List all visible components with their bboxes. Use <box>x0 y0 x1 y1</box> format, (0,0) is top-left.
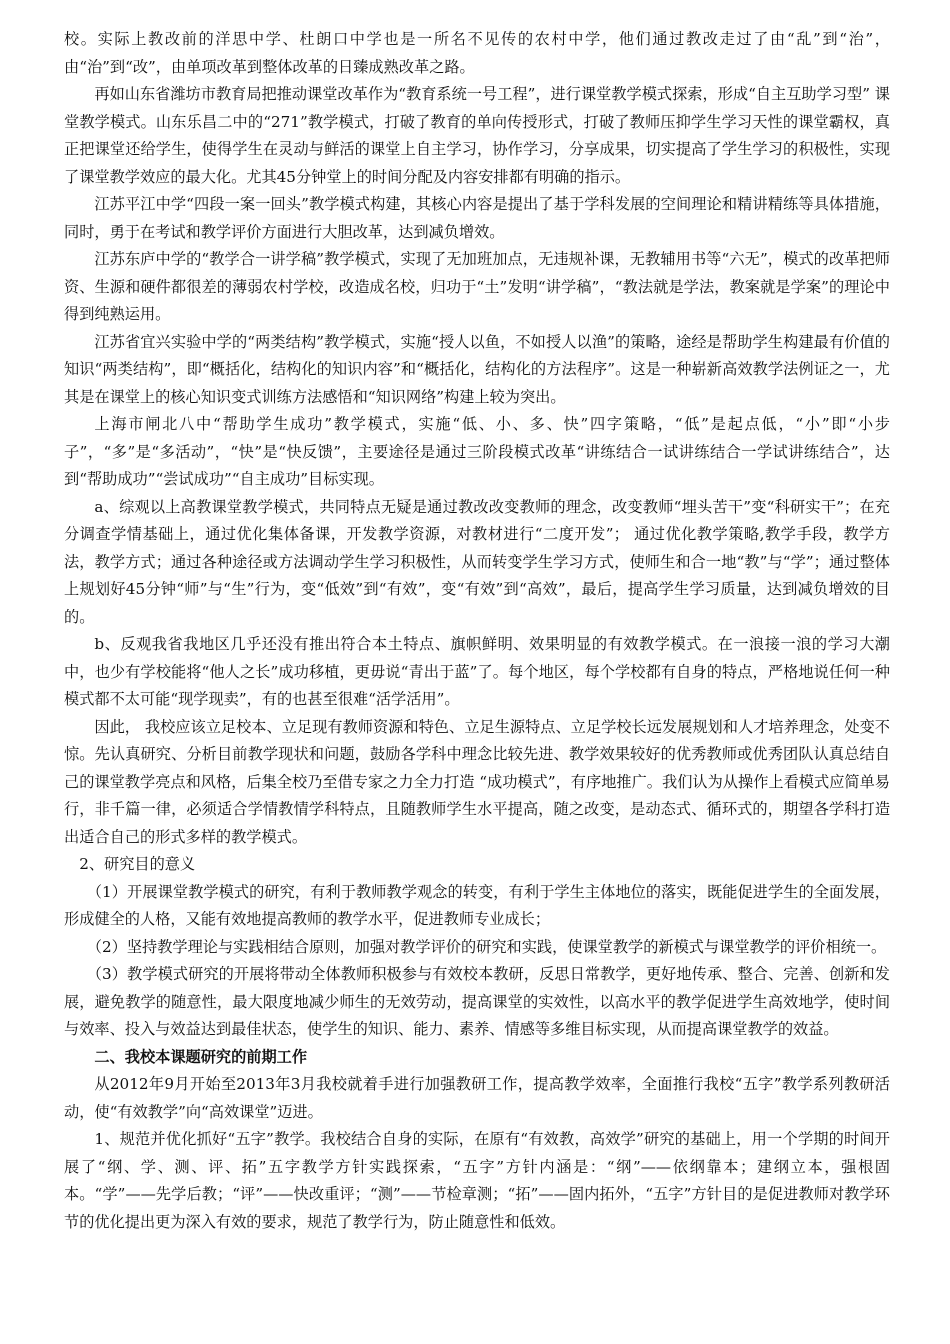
paragraph-shandong-model: 再如山东省潍坊市教育局把推动课堂改革作为“教育系统一号工程”，进行课堂教学模式探索，形成“自主互助学习型” 课堂教学模式。山东乐昌二中的“271”教学模式，打破了教育的单向传授形式，打破了教师压抑学生学习天性的课堂霸权，真正把课堂还给学生，使得学生在灵动与鲜活的课堂上自主学习，协作学习，分享成果，切实提高了学生学习的积极性，实现了课堂教学效应的最大化。尤其45分钟堂上的时间分配及内容安排都有明确的指示。 <box>64 85 890 186</box>
paragraph-preliminary-intro: 从2012年9月开始至2013年3月我校就着手进行加强教研工作，提高教学效率，全面推行我校“五字”教学系列教研活动，使“有效教学”向“高效课堂”迈进。 <box>64 1075 890 1121</box>
list-item-purpose-1: （1）开展课堂教学模式的研究，有利于教师教学观念的转变，有利于学生主体地位的落实，既能促进学生的全面发展，形成健全的人格，又能有效地提高教师的教学水平，促进教师专业成长； <box>64 882 890 928</box>
paragraph-conclusion: 因此， 我校应该立足校本、立足现有教师资源和特色、立足生源特点、立足学校长远发展规划和人才培养理念，处变不惊。先认真研究、分析目前教学现状和问题，鼓励各学科中理念比较先进、教学效果较好的优秀教师或优秀团队认真总结自己的课堂教学亮点和风格，后集全校乃至借专家之力全力打造 “成功模式”，有序地推广。我们认为从操作上看模式应简单易行，非千篇一律，必须适合学情教情学科特点，且随教师学生水平提高，随之改变，是动态式、循环式的，期望各学科打造出适合自己的形式多样的教学模式。 <box>64 717 890 846</box>
list-item-purpose-2: （2）坚持教学理论与实践相结合原则，加强对教学评价的研究和实践，使课堂教学的新模式与课堂教学的评价相统一。 <box>86 937 887 956</box>
paragraph-five-character-teaching: 1、规范并优化抓好“五字”教学。我校结合自身的实际，在原有“有效教，高效学”研究的基础上，用一个学期的时间开展了“纲、学、测、评、拓”五字教学方针实践探索，“五字”方针内涵是：“纲”——依纲靠本；建纲立本，强根固本。“学”——先学后教；“评”——快改重评；“测”——节检章测；“拓”——固内拓外，“五字”方针目的是促进教师对教学环节的优化提出更为深入有效的要求，规范了教学行为，防止随意性和低效。 <box>64 1130 890 1231</box>
paragraph-pingjiang-model: 江苏平江中学“四段一案一回头”教学模式构建，其核心内容是提出了基于学科发展的空间理论和精讲精练等具体措施，同时，勇于在考试和教学评价方面进行大胆改革，达到减负增效。 <box>64 195 890 241</box>
paragraph-shanghai-model: 上海市闸北八中“帮助学生成功”教学模式，实施“低、小、多、快”四字策略，“低”是起点低，“小”即“小步子”，“多”是“多活动”，“快”是“快反馈”，主要途径是通过三阶段模式改革“讲练结合一试讲练结合一学试讲练结合”，达到“帮助成功”“尝试成功”“自主成功”目标实现。 <box>64 415 890 488</box>
paragraph-summary-a: a、综观以上高教课堂教学模式，共同特点无疑是通过教改改变教师的理念，改变教师“埋头苦干”变“科研实干”；在充分调查学情基础上，通过优化集体备课，开发教学资源，对教材进行“二度开发”； 通过优化教学策略,教学手段，教学方法，教学方式；通过各种途径或方法调动学生学习积极性，从而转变学生学习方式，使师生和合一地“教”与“学”；通过整体上规划好45分钟“师”与“生”行为，变“低效”到“有效”，变“有效”到“高效”，最后，提高学生学习质量，达到减负增效的目的。 <box>64 497 890 626</box>
section-heading-preliminary-work: 二、我校本课题研究的前期工作 <box>94 1047 308 1066</box>
paragraph-reform-background: 校。实际上教改前的洋思中学、杜朗口中学也是一所名不见传的农村中学，他们通过教改走过了由“乱”到“治”，由“治”到“改”，由单项改革到整体改革的日臻成熟改革之路。 <box>64 30 890 76</box>
paragraph-yixing-model: 江苏省宜兴实验中学的“两类结构”教学模式，实施“授人以鱼，不如授人以渔”的策略，途经是帮助学生构建最有价值的知识“两类结构”，即“概括化，结构化的知识内容”和“概括化，结构化的方法程序”。这是一种崭新高效教学法例证之一，尤其是在课堂上的核心知识变式训练方法感悟和“知识网络”构建上较为突出。 <box>64 332 890 406</box>
paragraph-donglu-model: 江苏东庐中学的“教学合一讲学稿”教学模式，实现了无加班加点，无违规补课，无教辅用书等“六无”，模式的改革把师资、生源和硬件都很差的薄弱农村学校，改造成名校，归功于“土”发明“讲学稿”，“教法就是学法，教案就是学案”的理论中得到纯熟运用。 <box>64 250 890 323</box>
paragraph-summary-b: b、反观我省我地区几乎还没有推出符合本土特点、旗帜鲜明、效果明显的有效教学模式。在一浪接一浪的学习大潮中，也少有学校能将“他人之长”成功移植，更毋说“青出于蓝”了。每个地区，每个学校都有自身的特点，严格地说任何一种模式都不太可能“现学现卖”，有的也甚至很难“活学活用”。 <box>64 635 890 708</box>
list-item-purpose-3: （3）教学模式研究的开展将带动全体教师积极参与有效校本教研，反思日常教学，更好地传承、整合、完善、创新和发展，避免教学的随意性，最大限度地减少师生的无效劳动，提高课堂的实效性，以高水平的教学促进学生高效地学，使时间与效率、投入与效益达到最佳状态，使学生的知识、能力、素养、情感等多维目标实现，从而提高课堂教学的效益。 <box>64 965 890 1038</box>
subheading-research-purpose: 2、研究目的意义 <box>79 855 196 873</box>
